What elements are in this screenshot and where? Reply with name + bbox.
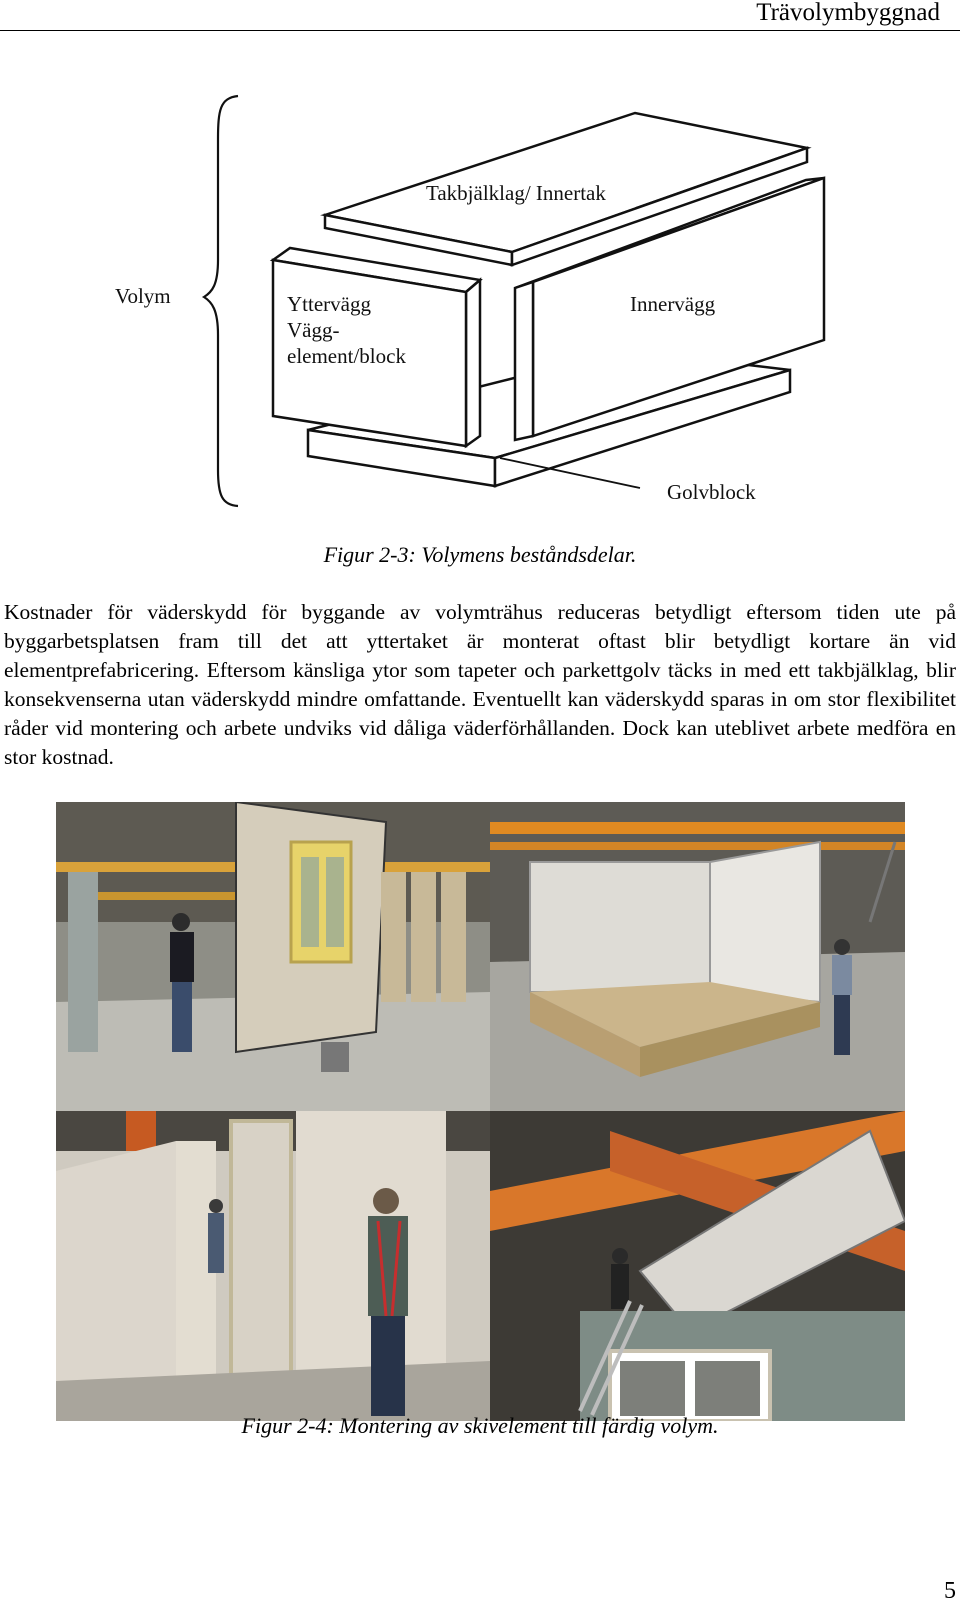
label-yttervagg-2: Vägg- xyxy=(287,318,340,342)
figure-caption-1: Figur 2-3: Volymens beståndsdelar. xyxy=(323,542,637,567)
label-volym: Volym xyxy=(115,284,171,308)
figure-caption-2: Figur 2-4: Montering av skivelement till färdig volym. xyxy=(241,1413,719,1438)
photo-roof-panel-crane xyxy=(490,1111,905,1421)
photo-wall-element-lift xyxy=(56,802,490,1111)
photo-interior-wall-fit xyxy=(56,1111,490,1421)
volume-brace xyxy=(204,96,238,506)
page-number: 5 xyxy=(944,1578,956,1604)
header-rule xyxy=(0,30,960,31)
running-header: Trävolymbyggnad xyxy=(756,0,940,26)
volume-diagram xyxy=(100,80,860,530)
label-takbjalklag: Takbjälklag/ Innertak xyxy=(426,181,606,205)
photo-floor-with-walls xyxy=(490,802,905,1111)
body-paragraph: Kostnader för väderskydd för byggande av volymträhus reduceras betydligt eftersom tiden ute på byggarbetsplatsen fram till det att yttertaket är monterat oftast blir betydligt kortare än vid elementprefabricering. Eftersom känsliga ytor som tapeter och parkettgolv täcks in med ett takbjälklag, blir konsekvenserna utan väderskydd mindre omfattande. Eventuellt kan väderskydd sparas in om stor flexibilitet råder vid montering och arbete undviks vid dåliga väderförhållanden. Dock kan uteblivet arbete medföra en stor kostnad. xyxy=(4,600,956,769)
label-yttervagg-1: Yttervägg xyxy=(287,292,371,316)
assembly-photo-collage xyxy=(56,802,905,1421)
label-innervagg: Innervägg xyxy=(630,292,716,316)
label-golvblock: Golvblock xyxy=(667,480,756,504)
label-yttervagg-3: element/block xyxy=(287,344,406,368)
